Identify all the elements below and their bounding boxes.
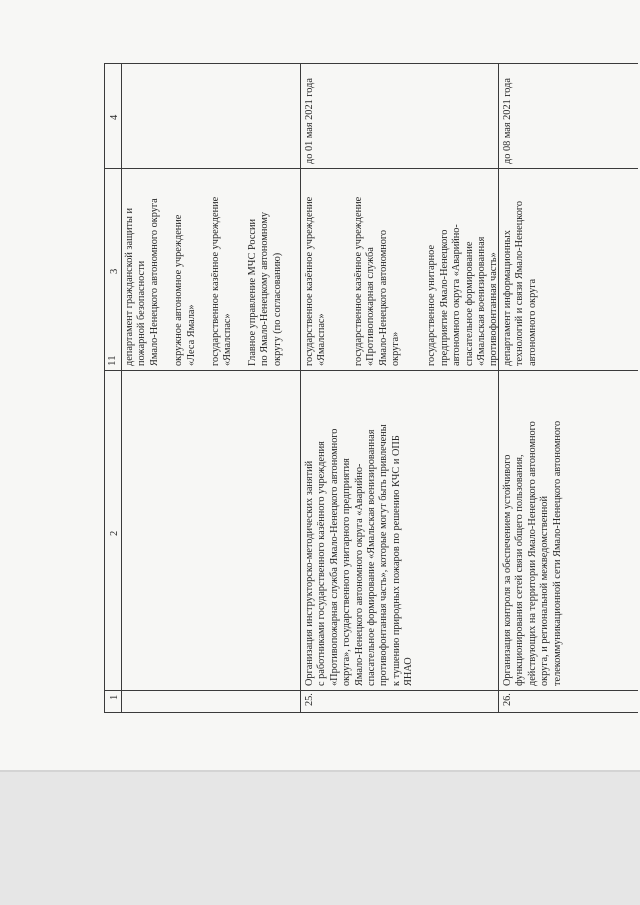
- row25-col2-cell: Организация инструкторско-методических занятий с работниками государственного казённого учреждения «Противопожарная служба Ямало-Ненецкого автономного округа», государственного унитарного предприятия Ямало-Ненецкого автономного округа «Аварийно- спасательное формирование «Ямальская военизированная противофонтанная часть», которые могут быть привлечены к тушению природных пожаров по решению КЧС и ОПБ ЯНАО: [304, 424, 415, 686]
- header-cell-col2: 2: [109, 530, 120, 536]
- row-number-26: 26.: [502, 693, 513, 706]
- page-bottom-edge: [0, 770, 640, 772]
- row26-col3-cell: департамент информационных технологий и связи Ямало-Ненецкого автономного округа: [502, 200, 538, 366]
- row25-col3-cell: государственное казённое учреждение «Ямалспас» государственное казённое учреждение «Противопожарная служба Ямало-Ненецкого автономного округа» государственное унитарное предприятие Ямало-Ненецкого автономного округа «Аварийно- спасательное формирование «Ямальская военизированная противофонтанная часть»: [304, 196, 500, 366]
- cont-row-col3-cell: департамент гражданской защиты и пожарной безопасности Ямало-Ненецкого автономного округа окружное автономное учреждение «Леса Ямала» государственное казённое учреждение «Ямалспас» Главное управление МЧС России по Ямало-Ненецкому автономному округу (по согласованию): [124, 196, 283, 366]
- row26-col2-cell: Организация контроля за обеспечением устойчивого функционирования сетей связи общего пользования, действующих на территории Ямало-Ненецкого автономного округа, и региональной межведомственной телекоммуникационной сети Ямало-Ненецкого автономного: [502, 420, 563, 686]
- header-cell-col1: 1: [109, 694, 120, 700]
- page-number: 11: [106, 355, 118, 366]
- header-cell-col4: 4: [109, 114, 120, 120]
- column-divider-1-2: [104, 690, 638, 691]
- row26-deadline: до 08 мая 2021 года: [502, 78, 513, 164]
- row-divider-26: [498, 63, 499, 712]
- row-number-25: 25.: [304, 693, 315, 706]
- row25-deadline: до 01 мая 2021 года: [304, 78, 315, 164]
- header-row-divider: [121, 63, 122, 712]
- table-border-top: [104, 63, 638, 64]
- table-border-left: [104, 63, 105, 712]
- column-divider-2-3: [104, 370, 638, 371]
- row-divider-25: [300, 63, 301, 712]
- table-border-bottom: [104, 712, 638, 713]
- column-divider-3-4: [104, 168, 638, 169]
- header-cell-col3: 3: [109, 268, 120, 274]
